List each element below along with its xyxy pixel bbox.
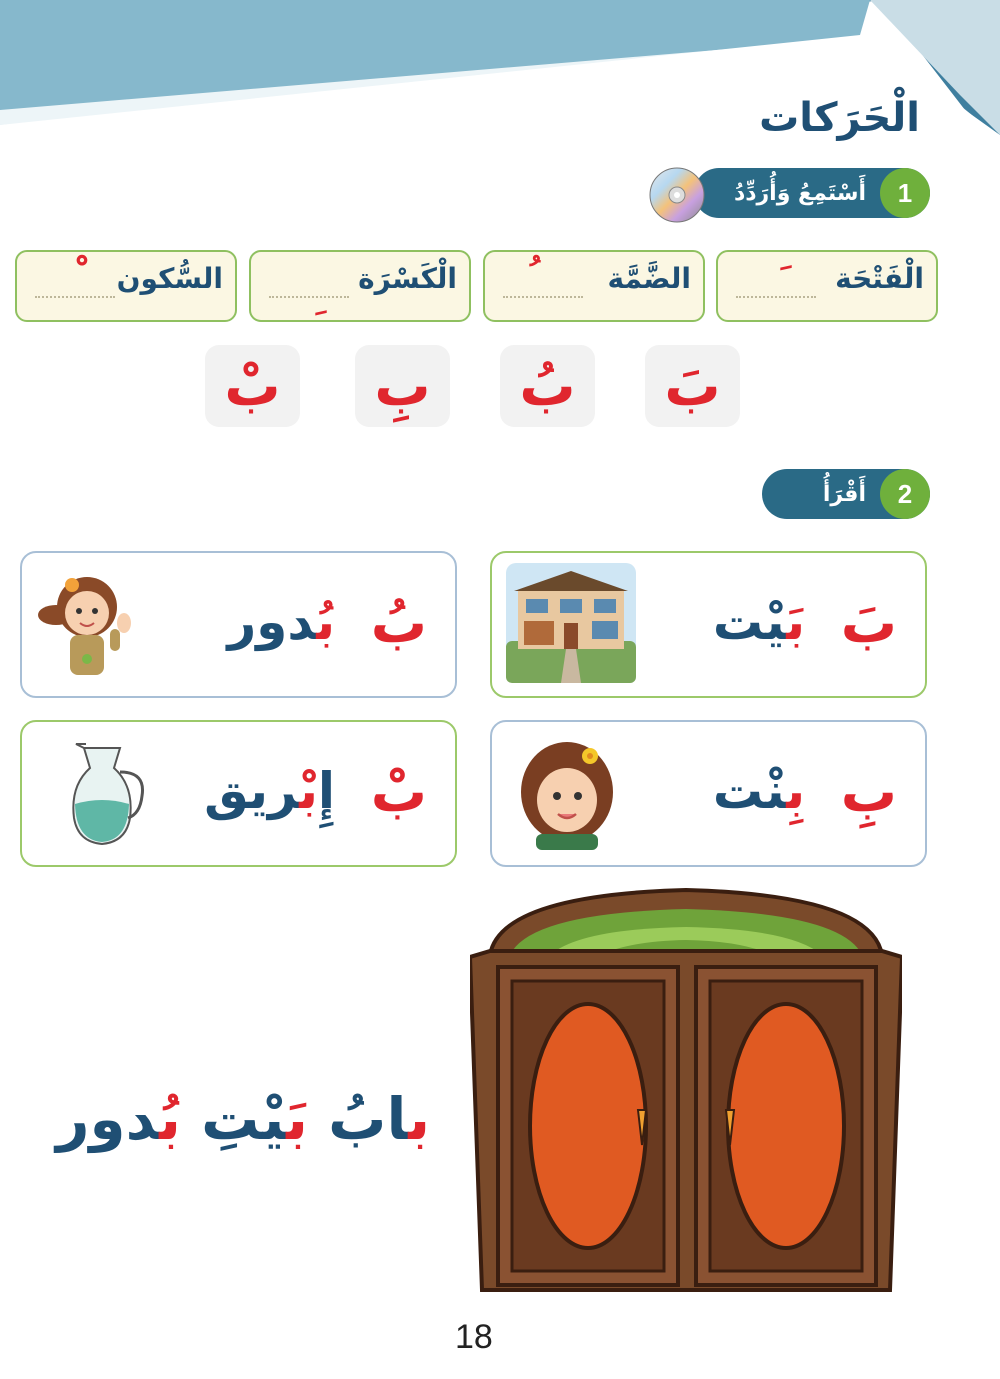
sentence-w1-rest: ابُ	[328, 1085, 409, 1153]
jug-image	[62, 734, 152, 854]
card-word	[713, 762, 805, 820]
haraka-sukun	[15, 250, 237, 322]
cabinet-doors-image	[470, 885, 902, 1295]
haraka-fatha	[716, 250, 938, 322]
word-letter-highlight: بَ	[786, 593, 805, 651]
girl-face-image	[512, 734, 622, 854]
card-letter: بُ	[370, 591, 427, 656]
word-letter-highlight: بْ	[299, 762, 318, 820]
haraka-damma	[483, 250, 705, 322]
section-number: 2	[880, 469, 930, 519]
word-prefix: إِ	[317, 762, 335, 820]
house-image	[506, 563, 636, 683]
section-label: أَسْتَمِعُ وَأُرَدِّدُ	[733, 180, 866, 206]
haraka-name: الْكَسْرَة	[358, 262, 457, 295]
dotted-line	[35, 296, 115, 298]
card-word	[713, 593, 805, 651]
word-rest: يْت	[712, 593, 787, 651]
word-rest: ريق	[204, 762, 300, 820]
sentence-w2-rest: يْتِ	[201, 1085, 287, 1153]
letter-tile-damma: بُ	[500, 345, 595, 427]
haraka-name: الْفَتْحَة	[835, 262, 924, 295]
word-rest: نْت	[712, 762, 787, 820]
card-word	[204, 762, 335, 820]
word-card-bayt	[490, 551, 927, 698]
haraka-kasra	[249, 250, 471, 322]
letter-tile-sukun: بْ	[205, 345, 300, 427]
sentence-w1-highlight: ب	[408, 1085, 430, 1153]
section-listen-repeat	[694, 168, 930, 218]
dotted-line	[736, 296, 816, 298]
girl-waving-image	[32, 563, 142, 683]
dotted-line	[503, 296, 583, 298]
sentence-text	[56, 1085, 430, 1153]
dotted-line	[269, 296, 349, 298]
word-card-bint	[490, 720, 927, 867]
haraka-name: الضَّمَّة	[607, 262, 691, 295]
haraka-name: السُّكون	[116, 262, 223, 295]
word-rest: دور	[227, 593, 317, 651]
page-title: الْحَرَكات	[759, 95, 920, 141]
letter-tile-fatha: بَ	[645, 345, 740, 427]
letter-tile-kasra: بِ	[355, 345, 450, 427]
section-number: 1	[880, 168, 930, 218]
card-letter: بَ	[840, 591, 897, 656]
word-card-budur	[20, 551, 457, 698]
word-letter-highlight: بُ	[316, 593, 335, 651]
section-label: أَقْرَأُ	[822, 481, 866, 507]
sentence-w3-rest: دور	[56, 1085, 160, 1153]
word-card-ibriq	[20, 720, 457, 867]
sentence-w3-highlight: بُ	[159, 1085, 181, 1153]
cd-audio-icon[interactable]	[648, 166, 706, 224]
page-number: 18	[455, 1318, 493, 1356]
section-read	[762, 469, 930, 519]
sentence-w2-highlight: بَ	[286, 1085, 308, 1153]
card-word	[227, 593, 335, 651]
card-letter: بِ	[840, 760, 897, 825]
card-letter: بْ	[370, 760, 427, 825]
word-letter-highlight: بِ	[786, 762, 805, 820]
